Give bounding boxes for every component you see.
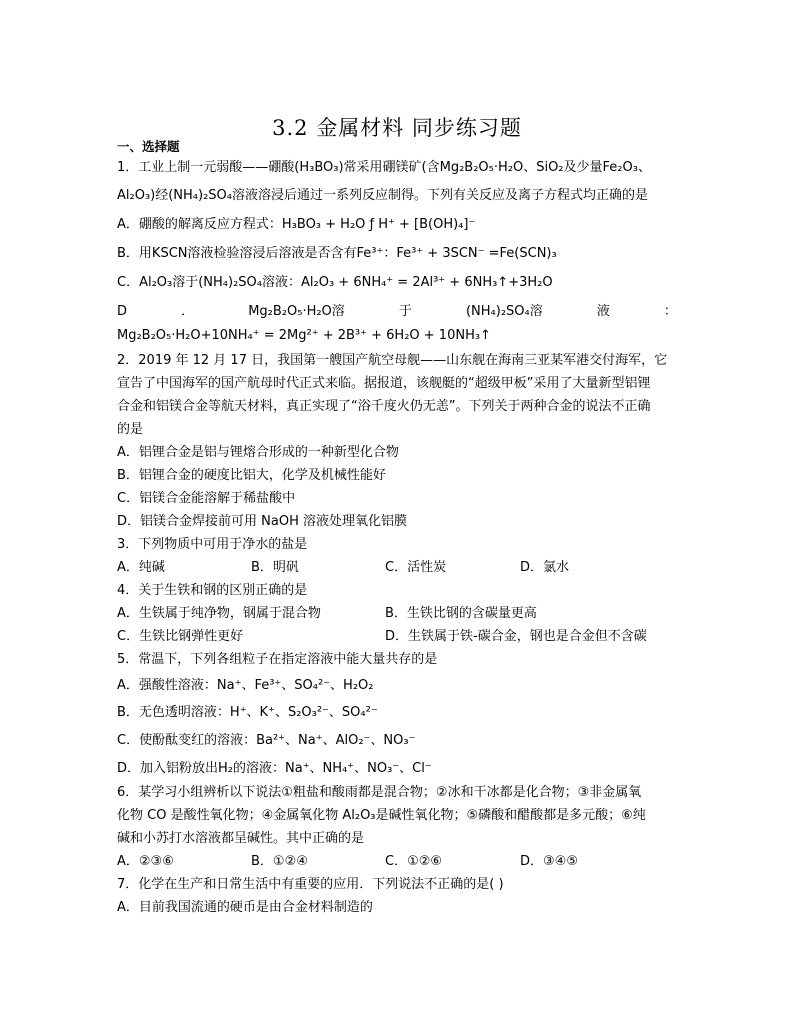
q4-stem: 4．关于生铁和钢的区别正确的是 [117, 583, 308, 598]
q4-option-c: C．生铁比钢弹性更好 [117, 629, 244, 644]
page-title: 3.2 金属材料 同步练习题 [272, 116, 522, 140]
q4-option-d: D．生铁属于铁-碳合金，钢也是合金但不含碳 [385, 629, 647, 644]
q2-stem-line-3: 合金和铝镁合金等航天材料，真正实现了“浴千度火仍无恙”。下列关于两种合金的说法不正确 [117, 399, 651, 414]
q7-stem: 7．化学在生产和日常生活中有重要的应用．下列说法不正确的是( ) [117, 877, 504, 892]
q1-option-b: B．用KSCN溶液检验溶浸后溶液是否含有Fe³⁺：Fe³⁺ + 3SCN⁻ =Fe(SCN)₃ [117, 246, 557, 261]
q6-option-d: D．③④⑤ [520, 854, 578, 869]
q2-stem-line-4: 的是 [117, 422, 144, 437]
q2-option-b: B．铝锂合金的硬度比铝大，化学及机械性能好 [117, 468, 386, 483]
q4-options-row-2 [117, 627, 677, 647]
q6-stem-line-2: 化物 CO 是酸性氧化物；④金属氧化物 Al₂O₃是碱性氧化物；⑤磷酸和醋酸都是多元酸；⑥纯 [117, 808, 646, 823]
q6-options [117, 852, 677, 872]
q5-option-c: C．使酚酞变红的溶液：Ba²⁺、Na⁺、AlO₂⁻、NO₃⁻ [117, 733, 416, 748]
q6-option-b: B．①②④ [251, 854, 308, 869]
q6-stem-line-1: 6．某学习小组辨析以下说法①粗盐和酸雨都是混合物；②冰和干冰都是化合物；③非金属氧 [117, 785, 642, 800]
q6-stem-line-3: 碱和小苏打水溶液都呈碱性。其中正确的是 [117, 831, 365, 846]
q1-d-part: ： [663, 304, 677, 319]
q5-option-a: A．强酸性溶液：Na⁺、Fe³⁺、SO₄²⁻、H₂O₂ [117, 678, 374, 693]
q4-option-a: A．生铁属于纯净物，钢属于混合物 [117, 606, 321, 621]
q1-d-part: 于 [398, 304, 412, 319]
q3-option-b: B．明矾 [251, 560, 299, 575]
q6-option-a: A．②③⑥ [117, 854, 174, 869]
q1-option-c: C．Al₂O₃溶于(NH₄)₂SO₄溶液：Al₂O₃ + 6NH₄⁺ = 2Al³⁺ + 6NH₃↑+3H₂O [117, 275, 553, 290]
q4-option-b: B．生铁比钢的含碳量更高 [385, 606, 537, 621]
q1-stem-line-1: 1．工业上制一元弱酸——硼酸(H₃BO₃)常采用硼镁矿(含Mg₂B₂O₅·H₂O、SiO₂及少量Fe₂O₃、 [117, 160, 651, 175]
q3-stem: 3．下列物质中可用于净水的盐是 [117, 537, 308, 552]
q1-option-d-line-1 [117, 302, 677, 322]
q2-option-a: A．铝锂合金是铝与锂熔合形成的一种新型化合物 [117, 445, 399, 460]
q2-option-c: C．铝镁合金能溶解于稀盐酸中 [117, 491, 296, 506]
q5-option-b: B．无色透明溶液：H⁺、K⁺、S₂O₃²⁻、SO₄²⁻ [117, 705, 378, 720]
q5-option-d: D．加入铝粉放出H₂的溶液：Na⁺、NH₄⁺、NO₃⁻、Cl⁻ [117, 761, 432, 776]
q1-d-part: 液 [596, 304, 610, 319]
q2-stem-line-1: 2．2019 年 12 月 17 日，我国第一艘国产航空母舰——山东舰在海南三亚某军港交付海军，它 [117, 353, 668, 368]
q3-option-a: A．纯碱 [117, 560, 165, 575]
q2-stem-line-2: 宣告了中国海军的国产航母时代正式来临。据报道，该舰艇的“超级甲板”采用了大量新型铝锂 [117, 376, 651, 391]
q1-d-part: ． [181, 304, 195, 319]
q3-options [117, 558, 677, 578]
q1-stem-line-2: Al₂O₃)经(NH₄)₂SO₄溶液溶浸后通过一系列反应制得。下列有关反应及离子方程式均正确的是 [117, 188, 648, 203]
q1-d-part: D [117, 304, 128, 319]
q4-options-row-1 [117, 604, 677, 624]
q5-stem: 5．常温下，下列各组粒子在指定溶液中能大量共存的是 [117, 652, 438, 667]
q3-option-d: D．氯水 [520, 560, 570, 575]
q6-option-c: C．①②⑥ [385, 854, 443, 869]
q7-option-a: A．目前我国流通的硬币是由合金材料制造的 [117, 900, 373, 915]
q1-option-d-equation: Mg₂B₂O₅·H₂O+10NH₄⁺ = 2Mg²⁺ + 2B³⁺ + 6H₂O + 10NH₃↑ [117, 328, 491, 343]
q2-option-d: D．铝镁合金焊接前可用 NaOH 溶液处理氧化铝膜 [117, 514, 407, 529]
q1-option-a: A．硼酸的解离反应方程式：H₃BO₃ + H₂O ƒ H⁺ + [B(OH)₄]⁻ [117, 217, 476, 232]
q1-d-part: (NH₄)₂SO₄溶 [465, 304, 543, 319]
q3-option-c: C．活性炭 [385, 560, 447, 575]
section-heading: 一、选择题 [117, 139, 180, 154]
q1-d-part: Mg₂B₂O₅·H₂O溶 [248, 304, 345, 319]
